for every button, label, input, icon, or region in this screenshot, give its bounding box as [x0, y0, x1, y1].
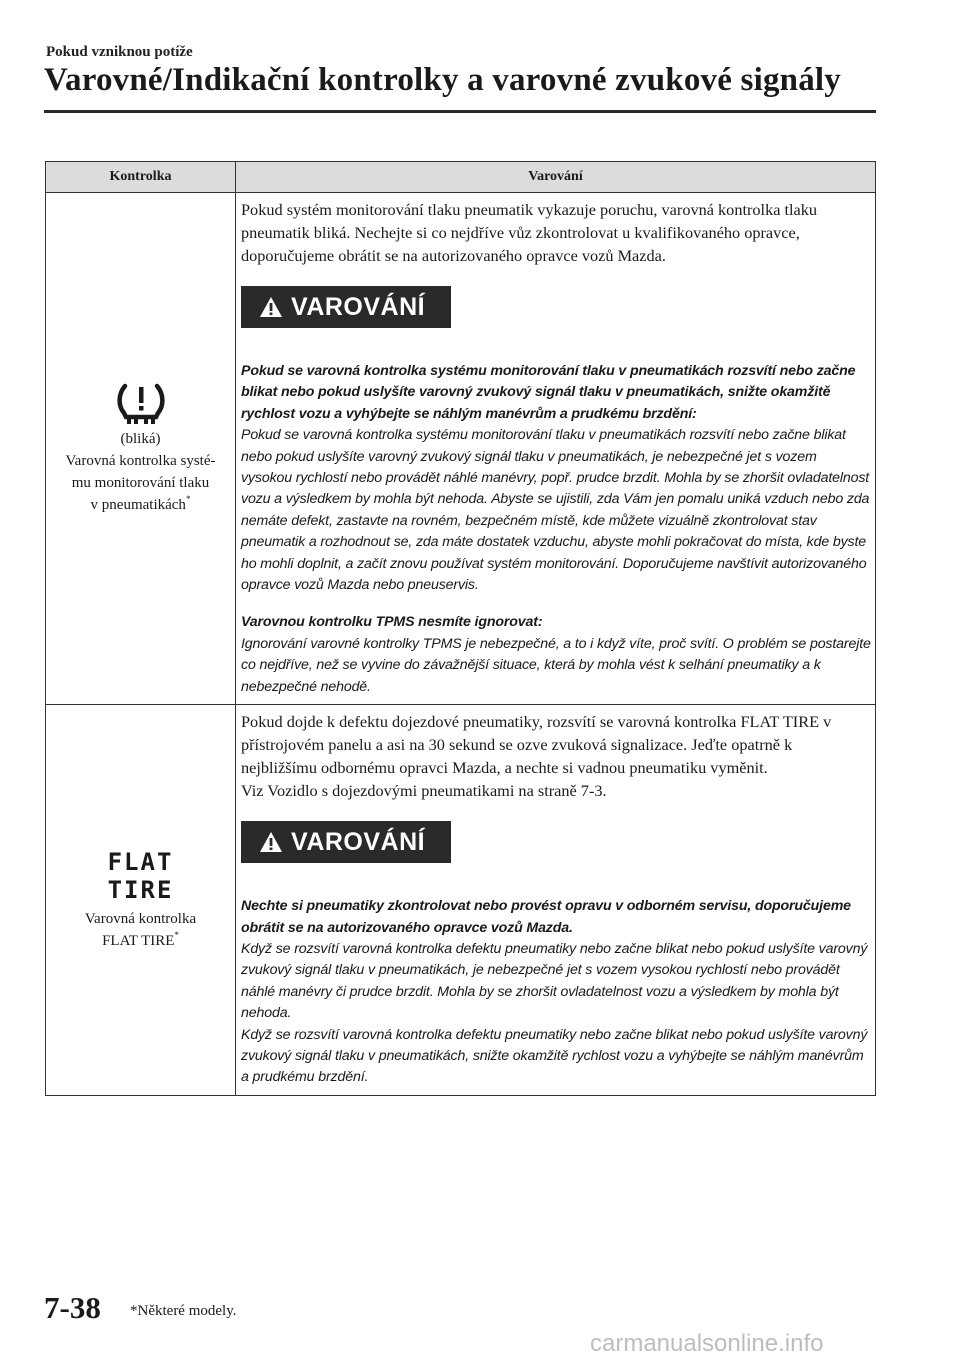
- intro-text: Pokud dojde k defektu dojezdové pneumatiky, rozsvítí se varovná kontrolka FLAT TIRE v přístrojovém panelu a asi na 30 sekund se ozve zvuková signalizace. Jeďte opatrně k nejbližšímu odbornému opravci Mazda, a nechte si vadnou pneumatiku vyměnit.: [241, 712, 832, 778]
- lamp-caption-line: Varovná kontrolka systé-: [65, 452, 216, 469]
- lamp-caption-line: Varovná kontrolka: [84, 910, 197, 927]
- tpms-warning-icon: [113, 382, 169, 426]
- title-divider: [44, 110, 876, 113]
- flat-tire-icon-line: FLAT: [107, 847, 174, 876]
- warning-badge: [241, 286, 451, 328]
- intro-text: Pokud systém monitorování tlaku pneumatik vykazuje poruchu, varovná kontrolka tlaku pneumatik bliká. Nechejte si co nejdříve vůz zkontrolovat u kvalifikovaného opravce, doporučujeme obrátit se na autorizovaného opravce vozů Mazda.: [241, 200, 818, 265]
- flat-tire-icon-line: TIRE: [107, 875, 174, 904]
- lamp-caption-line: [50, 930, 231, 952]
- warning-heading: Nechte si pneumatiky zkontrolovat nebo provést opravu v odborném servisu, doporučujeme obrátit se na autorizovaného opravce vozů Mazda.: [241, 898, 851, 936]
- table-row-tpms: [46, 193, 876, 705]
- warning-text: [241, 896, 871, 1089]
- cross-reference-text: Viz Vozidlo s dojezdovými pneumatikami na straně 7-3.: [241, 781, 607, 801]
- warning-label: VAROVÁNÍ: [291, 827, 426, 856]
- lamp-caption-line: mu monitorování tlaku: [71, 474, 210, 491]
- watermark: carmanualsonline.info: [590, 1330, 824, 1357]
- table-header-row: [46, 162, 876, 193]
- column-header-kontrolka: Kontrolka: [46, 162, 236, 193]
- warning-badge: [241, 821, 451, 863]
- warning-body: Pokud se varovná kontrolka systému monitorování tlaku v pneumatikách rozsvítí nebo začne blikat nebo pokud uslyšíte varovný zvukový signál tlaku v pneumatikách, je nebezpečné jet s vozem vysokou rychlostí nebo provádět náhlé manévry, popř. prudce brzdit. Mohla by se zhoršit ovladatelnost vozu a výsledkem by mohla být nehoda. Abyste se ujistili, zda Vám jen pomalu uniká vzduch nebo zda nemáte defekt, zastavte na rovném, bezpečném místě, kde můžete vizuálně zkontrolovat stav pneumatik a rozhodnout se, zda máte dostatek vzduchu, abyste mohli pokračovat do místa, kde byste ho mohli doplnit, a začít znovu používat systém monitorování. Doporučujeme navštívit autorizovaného opravce vozů Mazda nebo pneuservis.: [241, 427, 870, 594]
- page-number: 7-38: [44, 1290, 101, 1325]
- warning-body: Když se rozsvítí varovná kontrolka defektu pneumatiky nebo začne blikat nebo pokud uslyšíte varovný zvukový signál tlaku v pneumatikách, je nebezpečné jet s vozem vysokou rychlostí nebo provádět náhlé manévry či prudce brzdit. Mohla by se zhoršit ovladatelnost vozu a výsledkem by mohla být nehoda.: [241, 940, 868, 1022]
- flat-tire-icon: [50, 848, 231, 904]
- column-header-varovani: Varování: [236, 162, 876, 193]
- warning-label: VAROVÁNÍ: [291, 292, 426, 321]
- lamp-cell-flat-tire: [46, 705, 236, 1096]
- warning-cell-tpms: [236, 193, 876, 705]
- footnote: *Některé modely.: [130, 1303, 237, 1319]
- section-label: Pokud vzniknou potíže: [46, 44, 193, 60]
- page-title: Varovné/Indikační kontrolky a varovné zvukové signály: [44, 62, 841, 98]
- warning-heading: Varovnou kontrolku TPMS nesmíte ignorovat:: [241, 614, 543, 631]
- warning-lights-table: [45, 161, 876, 1096]
- lamp-caption-blinks: (bliká): [120, 430, 161, 447]
- lamp-cell-tpms: [46, 193, 236, 705]
- warning-body: Když se rozsvítí varovná kontrolka defektu pneumatiky nebo začne blikat nebo pokud uslyšíte varovný zvukový signál tlaku v pneumatikách, snižte okamžitě rychlost vozu a vyhýbejte se náhlým manévrům a prudkému brzdění.: [241, 1026, 868, 1086]
- warning-text: [241, 612, 871, 698]
- footnote-marker: *: [185, 493, 191, 504]
- warning-triangle-icon: [259, 831, 283, 853]
- warning-triangle-icon: [259, 296, 283, 318]
- footnote-marker: *: [174, 929, 179, 940]
- table-row-flat-tire: [46, 705, 876, 1096]
- warning-heading: Pokud se varovná kontrolka systému monitorování tlaku v pneumatikách rozsvítí nebo začne blikat nebo pokud uslyšíte varovný zvukový signál tlaku v pneumatikách, snižte okamžitě rychlost vozu a vyhýbejte se náhlým manévrům a prudkému brzdění:: [241, 363, 856, 422]
- warning-body: Ignorování varovné kontrolky TPMS je nebezpečné, a to i když víte, proč svítí. O problém se postarejte co nejdříve, než se vyvine do závažnější situace, která by mohla vést k selhání pneumatiky a k nebezpečné nehodě.: [241, 635, 871, 695]
- lamp-caption-line: [50, 494, 231, 516]
- warning-cell-flat-tire: [236, 705, 876, 1096]
- warning-text: [241, 361, 871, 596]
- lamp-caption-text: FLAT TIRE: [102, 932, 175, 949]
- lamp-caption-text: v pneumatikách: [90, 496, 186, 513]
